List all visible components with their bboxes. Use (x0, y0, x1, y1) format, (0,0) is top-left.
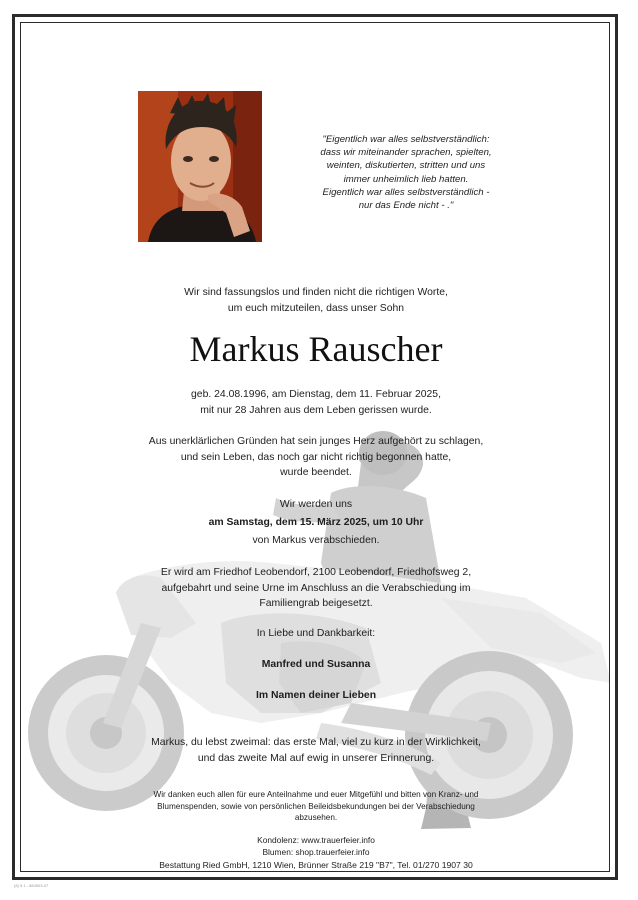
condolence-link[interactable]: Kondolenz: www.trauerfeier.info (257, 835, 375, 845)
burial-line: Familiengrab beigesetzt. (259, 598, 373, 609)
burial-line: aufgebahrt und seine Urne im Anschluss an die Verabschiedung im (161, 582, 471, 594)
cause-line: und sein Leben, das noch gar nicht richtig begonnen hatte, (180, 451, 452, 463)
family-signature: Im Namen deiner Lieben (255, 690, 377, 701)
closing-text (21, 735, 610, 766)
burial-line: Er wird am Friedhof Leobendorf, 2100 Leobendorf, Friedhofsweg 2, (160, 567, 472, 578)
thanks-line: Wir danken euch allen für eure Anteilnahme und euer Mitgefühl und bitten von Kranz- und (153, 790, 479, 799)
dates-text (21, 387, 610, 418)
dates-line: mit nur 28 Jahren aus dem Leben gerissen wurde. (200, 404, 432, 416)
intro-line: um euch mitzuteilen, dass unser Sohn (227, 302, 405, 314)
memorial-quote (291, 133, 521, 212)
closing-line: Markus, du lebst zweimal: das erste Mal, viel zu kurz in der Wirklichkeit, (151, 737, 481, 748)
farewell-line: Wir werden uns (279, 499, 353, 510)
burial-text (21, 565, 610, 612)
farewell-line: von Markus verabschieden. (252, 535, 380, 546)
quote-line: immer unheimlich lieb hatten. (343, 173, 469, 185)
quote-line: weinten, diskutierten, stritten und uns (326, 160, 486, 172)
cause-line: Aus unerklärlichen Gründen hat sein junges Herz aufgehört zu schlagen, (148, 436, 484, 447)
farewell-text (21, 496, 610, 550)
farewell-date: am Samstag, dem 15. März 2025, um 10 Uhr (208, 517, 424, 528)
quote-line: nur das Ende nicht - ." (358, 200, 454, 212)
parents-names: Manfred und Susanna (261, 659, 371, 670)
intro-text (21, 285, 610, 316)
thanks-text (21, 789, 610, 824)
closing-line: und das zweite Mal auf ewig in unserer Erinnerung. (197, 752, 435, 764)
intro-line: Wir sind fassungslos und finden nicht die richtigen Worte, (184, 287, 448, 298)
funeral-home-info: Bestattung Ried GmbH, 1210 Wien, Brünner Straße 219 "B7", Tel. 01/270 1907 30 (159, 860, 473, 870)
cause-line: wurde beendet. (280, 467, 352, 478)
obituary-card (20, 22, 610, 872)
thanks-line: Blumenspenden, sowie von persönlichen Beileidsbekundungen bei der Verabschiedung (157, 801, 475, 811)
quote-line: dass wir miteinander sprachen, spielten, (320, 147, 492, 159)
print-code: (8) 5.1 - 884503-07 (14, 883, 49, 888)
quote-line: "Eigentlich war alles selbstverständlich: (322, 134, 490, 145)
deceased-name: Markus Rauscher (189, 329, 443, 369)
in-love-text: In Liebe und Dankbarkeit: (256, 628, 376, 639)
portrait-image (138, 91, 262, 242)
dates-line: geb. 24.08.1996, am Dienstag, dem 11. Februar 2025, (191, 389, 441, 400)
flowers-link[interactable]: Blumen: shop.trauerfeier.info (262, 846, 370, 857)
portrait-photo (138, 91, 262, 242)
footer-links (21, 835, 610, 858)
quote-line: Eigentlich war alles selbstverständlich - (322, 186, 490, 198)
cause-text (21, 434, 610, 481)
obituary-content (21, 23, 610, 872)
thanks-line: abzusehen. (294, 813, 338, 822)
